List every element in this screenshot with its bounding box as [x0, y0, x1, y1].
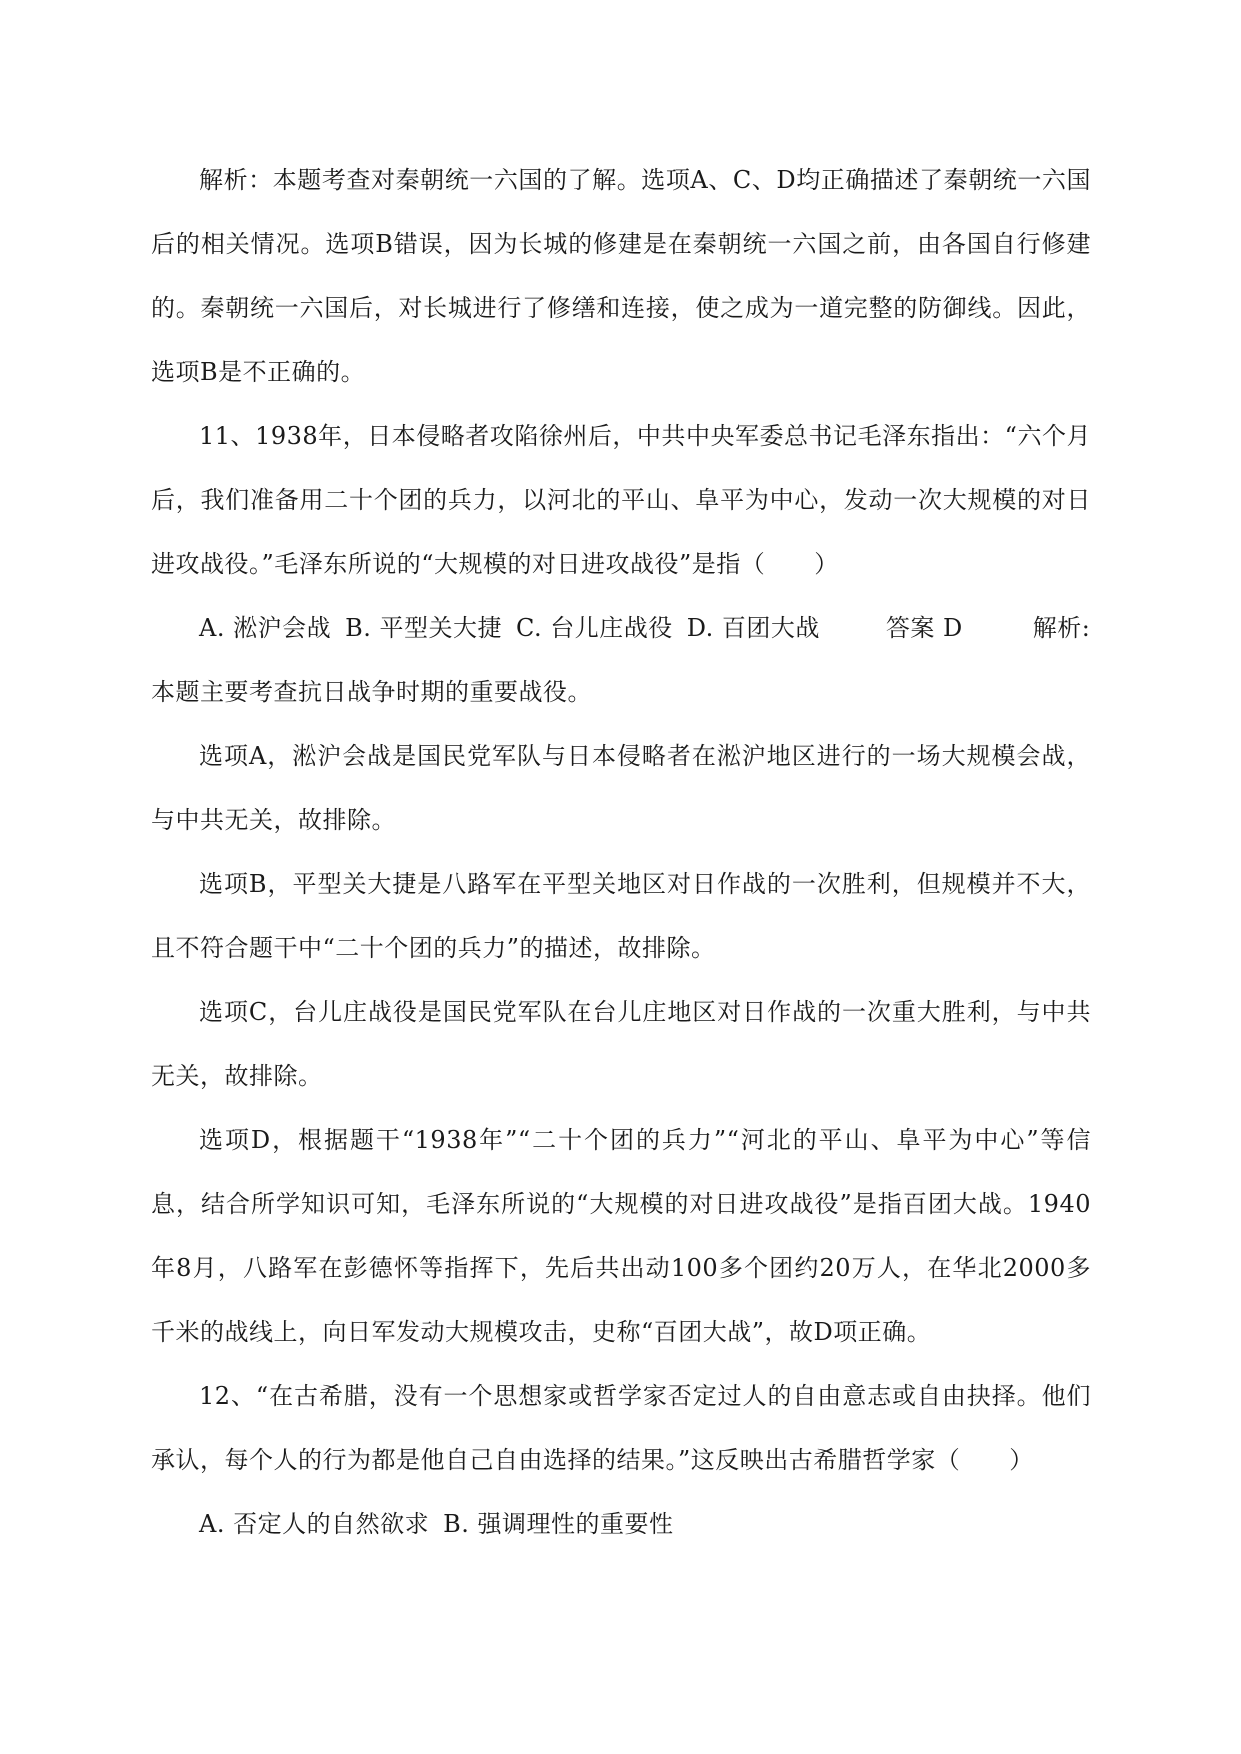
q11-analysis-a: 选项A，淞沪会战是国民党军队与日本侵略者在淞沪地区进行的一场大规模会战，与中共无关，故排除。 [151, 742, 1091, 834]
q11-analysis-c: 选项C，台儿庄战役是国民党军队在台儿庄地区对日作战的一次重大胜利，与中共无关，故排除。 [151, 998, 1091, 1090]
q11-option-c: C. 台儿庄战役 [516, 614, 673, 642]
q11-analysis-b: 选项B，平型关大捷是八路军在平型关地区对日作战的一次胜利，但规模并不大，且不符合题干中“二十个团的兵力”的描述，故排除。 [151, 870, 1091, 962]
q12-options [151, 1492, 1091, 1556]
q11-explanation-label: 解析: [1032, 614, 1091, 642]
q12-option-b: B. 强调理性的重要性 [443, 1510, 674, 1538]
q11-option-a: A. 淞沪会战 [199, 614, 332, 642]
q12-option-a: A. 否定人的自然欲求 [199, 1510, 430, 1538]
q11-option-b: B. 平型关大捷 [345, 614, 502, 642]
q11-option-d: D. 百团大战 [686, 614, 820, 642]
q12-stem: 12、“在古希腊，没有一个思想家或哲学家否定过人的自由意志或自由抉择。他们承认，每个人的行为都是他自己自由选择的结果。”这反映出古希腊哲学家（ ） [151, 1382, 1091, 1474]
q11-explanation-intro: 本题主要考查抗日战争时期的重要战役。 [151, 678, 592, 706]
document-body [151, 148, 1091, 1556]
q11-options [151, 596, 1091, 724]
q11-stem: 11、1938年，日本侵略者攻陷徐州后，中共中央军委总书记毛泽东指出：“六个月后，我们准备用二十个团的兵力，以河北的平山、阜平为中心，发动一次大规模的对日进攻战役。”毛泽东所说的“大规模的对日进攻战役”是指（ ） [151, 422, 1091, 578]
q10-explanation: 解析：本题考查对秦朝统一六国的了解。选项A、C、D均正确描述了秦朝统一六国后的相关情况。选项B错误，因为长城的修建是在秦朝统一六国之前，由各国自行修建的。秦朝统一六国后，对长城进行了修缮和连接，使之成为一道完整的防御线。因此，选项B是不正确的。 [151, 166, 1091, 386]
q11-analysis-d: 选项D，根据题干“1938年”“二十个团的兵力”“河北的平山、阜平为中心”等信息，结合所学知识可知，毛泽东所说的“大规模的对日进攻战役”是指百团大战。1940年8月，八路军在彭德怀等指挥下，先后共出动100多个团约20万人，在华北2000多千米的战线上，向日军发动大规模攻击，史称“百团大战”，故D项正确。 [151, 1126, 1091, 1346]
q11-answer: 答案 D [885, 614, 963, 642]
